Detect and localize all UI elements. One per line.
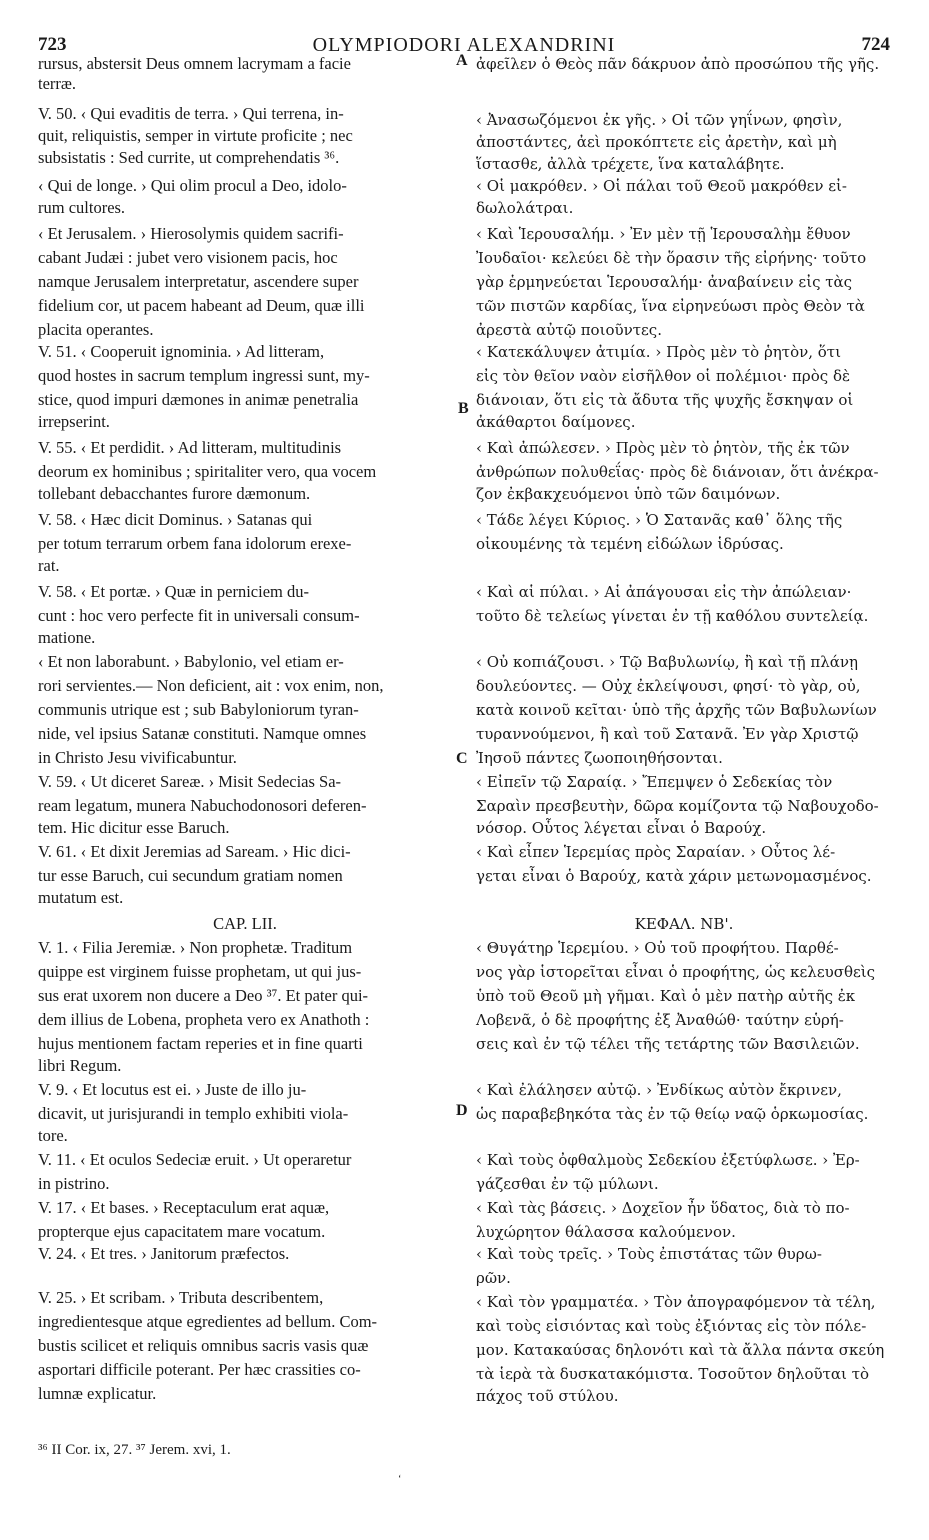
latin-line: tore. [38, 1126, 68, 1145]
greek-line: κατὰ κοινοῦ κεῖται· ὑπὸ τῆς ἀρχῆς τῶν Βαβυλωνίων [476, 701, 877, 719]
latin-line: bustis scilicet et reliquis omnibus sacris vasis quæ [38, 1336, 369, 1355]
latin-line: mutatum est. [38, 888, 124, 907]
greek-line: νόσορ. Οὗτος λέγεται εἶναι ὁ Βαρούχ. [476, 819, 767, 837]
greek-line: γεται εἶναι ὁ Βαρούχ, κατὰ χάριν μετωνομασμένος. [476, 867, 872, 885]
greek-line: Σαραὶν πρεσβευτὴν, δῶρα κομίζοντα τῷ Ναβουχοδο- [476, 797, 879, 815]
margin-marker: B [458, 400, 469, 417]
latin-line: in pistrino. [38, 1174, 110, 1193]
latin-line: sus erat uxorem non ducere a Deo ³⁷. Et pater qui- [38, 986, 369, 1005]
latin-line: cabant Judæi : jubet vero visionem pacis, hoc [38, 248, 338, 267]
greek-line: ‹ Εἰπεῖν τῷ Σαραίᾳ. › Ἔπεμψεν ὁ Σεδεκίας τὸν [476, 773, 833, 791]
latin-line: hujus mentionem factam reperies et in fine quarti [38, 1034, 363, 1053]
latin-line: V. 17. ‹ Et bases. › Receptaculum erat aquæ, [38, 1198, 330, 1217]
greek-line: οἰκουμένης τὰ τεμένη εἰδώλων ἱδρύσας. [476, 535, 784, 553]
latin-line: irrepserint. [38, 412, 110, 431]
greek-chapter-heading: ΚΕΦΑΛ. ΝΒ'. [634, 915, 734, 933]
latin-line: propterque ejus capacitatem mare vocatum. [38, 1222, 326, 1241]
page-number-right: 724 [861, 34, 890, 55]
latin-line: per totum terrarum orbem fana idolorum erexe- [38, 534, 352, 553]
latin-line: V. 58. ‹ Hæc dicit Dominus. › Satanas qui [38, 510, 313, 529]
greek-line: ἀρεστὰ αὐτῷ ποιοῦντες. [476, 321, 662, 339]
latin-line: tollebant debacchantes furore dæmonum. [38, 484, 311, 503]
latin-line: V. 1. ‹ Filia Jeremiæ. › Non prophetæ. Traditum [38, 938, 353, 957]
latin-line: lumnæ explicatur. [38, 1384, 157, 1403]
greek-line: νος γὰρ ἱστορεῖται εἶναι ὁ προφήτης, ὡς κελευσθεὶς [476, 963, 876, 981]
latin-line: V. 61. ‹ Et dixit Jeremias ad Saream. › Hic dici- [38, 842, 351, 861]
greek-line: δουλεύοντες. — Οὐχ ἐκλείψουσι, φησί· τὸ γὰρ, οὐ, [476, 677, 861, 695]
greek-line: εἰς τὸν θεῖον ναὸν εἰσῆλθον οἱ πολέμιοι· πρὸς δὲ [476, 367, 851, 385]
latin-line: rori servientes.— Non deficient, ait : vox enim, non, [38, 676, 384, 695]
latin-chapter-heading: CAP. LII. [213, 914, 277, 933]
latin-line: V. 58. ‹ Et portæ. › Quæ in perniciem du- [38, 582, 309, 601]
latin-line: namque Jerusalem interpretatur, ascendere super [38, 272, 359, 291]
greek-line: διάνοιαν, ὅτι εἰς τὰ ἄδυτα τῆς ψυχῆς ἔσκηψαν οἱ [476, 391, 854, 409]
greek-line: λυχώρητον θάλασσα καλούμενον. [476, 1223, 736, 1241]
greek-line: ‹ Οὐ κοπιάζουσι. › Τῷ Βαβυλωνίῳ, ἢ καὶ τῇ πλάνῃ [476, 653, 858, 671]
latin-line: tem. Hic dicitur esse Baruch. [38, 818, 230, 837]
greek-line: ‹ Τάδε λέγει Κύριος. › Ὁ Σατανᾶς καθ᾽ ὅλης τῆς [476, 511, 843, 529]
greek-line: γάζεσθαι ἐν τῷ μύλωνι. [476, 1175, 659, 1193]
margin-marker: D [456, 1102, 468, 1119]
latin-line: quit, reliquistis, semper in virtute proficite ; nec [38, 126, 353, 145]
latin-line: V. 9. ‹ Et locutus est ei. › Juste de illo ju- [38, 1080, 307, 1099]
greek-line: γὰρ ἑρμηνεύεται Ἱερουσαλήμ· ἀναβαίνειν εἰς τὰς [476, 273, 853, 291]
greek-line: τυραννούμενοι, ἢ καὶ τοῦ Σατανᾶ. Ἐν γὰρ Χριστῷ [476, 725, 859, 743]
latin-line: rum cultores. [38, 198, 126, 217]
latin-line: communis utrique est ; sub Babyloniorum tyran- [38, 700, 359, 719]
greek-line: Ἰησοῦ πάντες ζωοποιηθήσονται. [476, 749, 723, 767]
page-number-left: 723 [38, 34, 67, 55]
margin-marker: A [456, 52, 468, 69]
latin-line: cunt : hoc vero perfecte fit in universali consum- [38, 606, 360, 625]
greek-line: ἀνθρώπων πολυθεΐας· πρὸς δὲ διάνοιαν, ὅτι ἀνέκρα- [476, 463, 879, 481]
latin-line: fidelium cor, ut pacem habeant ad Deum, quæ illi [38, 296, 365, 315]
greek-line: ‹ Καὶ αἱ πύλαι. › Αἱ ἀπάγουσαι εἰς τὴν ἀπώλειαν· [476, 583, 852, 601]
greek-line: Λοβενᾶ, ὁ δὲ προφήτης ἐξ Ἀναθώθ· ταύτην εὑρή- [476, 1011, 844, 1029]
greek-line: ‹ Καὶ τὰς βάσεις. › Δοχεῖον ἦν ὕδατος, διὰ τὸ πο- [476, 1199, 850, 1217]
greek-line: δωλολάτραι. [476, 199, 574, 217]
greek-line: ‹ Καὶ ἀπώλεσεν. › Πρὸς μὲν τὸ ῥητὸν, τῆς ἐκ τῶν [476, 439, 850, 457]
greek-line: ζον ἐκβακχευόμενοι ὑπὸ τῶν δαιμόνων. [476, 485, 781, 503]
latin-line: matione. [38, 628, 96, 647]
greek-line: ‹ Κατεκάλυψεν ἀτιμία. › Πρὸς μὲν τὸ ῥητὸν, ὅτι [476, 343, 841, 361]
stray-mark: ʻ [398, 1474, 402, 1485]
greek-line: Ἰουδαῖοι· κελεύει δὲ τὴν ὅρασιν τῆς εἰρήνης· τοῦτο [476, 249, 867, 267]
greek-line: ὑπὸ τοῦ Θεοῦ μὴ γῆμαι. Καὶ ὁ μὲν πατὴρ αὐτῆς ἐκ [476, 987, 856, 1005]
latin-line: tur esse Baruch, cui secundum gratiam nomen [38, 866, 343, 885]
greek-line: ἀκάθαρτοι δαίμονες. [476, 413, 636, 431]
greek-line: ‹ Καὶ τοὺς τρεῖς. › Τοὺς ἐπιστάτας τῶν θυρω- [476, 1245, 822, 1263]
latin-line: stice, quod impuri dæmones in animæ penetralia [38, 390, 359, 409]
latin-line: quod hostes in sacrum templum ingressi sunt, my- [38, 366, 370, 385]
footnotes: ³⁶ II Cor. ix, 27. ³⁷ Jerem. xvi, 1. [38, 1442, 231, 1458]
greek-line: ὡς παραβεβηκότα τὰς ἐν τῷ θείῳ ναῷ ὁρκωμοσίας. [476, 1105, 869, 1123]
greek-line: τῶν πιστῶν καρδίας, ἵνα εἰρηνεύωσι πρὸς Θεὸν τὰ [476, 297, 865, 315]
greek-line: ἀφεῖλεν ὁ Θεὸς πᾶν δάκρυον ἀπὸ προσώπου τῆς γῆς. [476, 55, 880, 73]
latin-line: ream legatum, munera Nabuchodonosori deferen- [38, 796, 367, 815]
latin-line: ‹ Qui de longe. › Qui olim procul a Deo, idolo- [38, 176, 347, 195]
latin-line: libri Regum. [38, 1056, 122, 1075]
greek-line: ρῶν. [476, 1269, 511, 1287]
greek-line: ‹ Θυγάτηρ Ἱερεμίου. › Οὐ τοῦ προφήτου. Παρθέ- [476, 939, 839, 957]
greek-line: σεις καὶ ἐν τῷ τέλει τῆς τετάρτης τῶν Βασιλειῶν. [476, 1035, 860, 1053]
greek-line: μον. Κατακαύσας δηλονότι καὶ τὰ ἄλλα πάντα σκεύη [476, 1341, 885, 1359]
latin-line: deorum ex hominibus ; spiritaliter vero, qua vocem [38, 462, 377, 481]
latin-line: V. 55. ‹ Et perdidit. › Ad litteram, multitudinis [38, 438, 342, 457]
greek-line: πάχος τοῦ στύλου. [476, 1387, 619, 1405]
latin-line: rat. [38, 556, 60, 575]
latin-line: terræ. [38, 74, 77, 93]
latin-line: V. 59. ‹ Ut diceret Sareæ. › Misit Sedecias Sa- [38, 772, 342, 791]
greek-line: τὰ ἱερὰ τὰ δυσκατακόμιστα. Τοσοῦτον δηλοῦται τὸ [476, 1365, 870, 1383]
latin-line: asportari difficile poterant. Per hæc crassities co- [38, 1360, 361, 1379]
latin-line: V. 11. ‹ Et oculos Sedeciæ eruit. › Ut operaretur [38, 1150, 352, 1169]
latin-line: V. 51. ‹ Cooperuit ignominia. › Ad litteram, [38, 342, 325, 361]
latin-line: V. 50. ‹ Qui evaditis de terra. › Qui terrena, in- [38, 104, 344, 123]
latin-line: rursus, abstersit Deus omnem lacrymam a facie [38, 54, 351, 73]
greek-line: ἵστασθε, ἀλλὰ τρέχετε, ἵνα καταλάβητε. [476, 155, 785, 173]
latin-line: nide, vel ipsius Satanæ constituti. Namque omnes [38, 724, 367, 743]
greek-line: ‹ Ἀνασωζόμενοι ἐκ γῆς. › Οἱ τῶν γηΐνων, φησὶν, [476, 111, 843, 129]
latin-line: ‹ Et Jerusalem. › Hierosolymis quidem sacrifi- [38, 224, 344, 243]
latin-line: ‹ Et non laborabunt. › Babylonio, vel etiam er- [38, 652, 344, 671]
latin-line: subsistatis : Sed currite, ut comprehendatis ³⁶. [38, 148, 340, 167]
greek-line: καὶ τοὺς εἰσιόντας καὶ τοὺς ἐξιόντας εἰς τὸν πόλε- [476, 1317, 867, 1335]
margin-marker: C [456, 750, 468, 767]
latin-line: V. 25. › Et scribam. › Tributa describentem, [38, 1288, 324, 1307]
latin-line: placita operantes. [38, 320, 154, 339]
latin-line: V. 24. ‹ Et tres. › Janitorum præfectos. [38, 1244, 290, 1263]
latin-line: dem illius de Lobena, propheta vero ex Anathoth : [38, 1010, 370, 1029]
greek-line: ‹ Καὶ τὸν γραμματέα. › Τὸν ἀπογραφόμενον τὰ τέλη, [476, 1293, 876, 1311]
greek-line: ‹ Καὶ Ἱερουσαλήμ. › Ἐν μὲν τῇ Ἱερουσαλὴμ ἔθυον [476, 225, 851, 243]
greek-line: ‹ Καὶ τοὺς ὀφθαλμοὺς Σεδεκίου ἐξετύφλωσε. › Ἐρ- [476, 1151, 860, 1169]
latin-line: dicavit, ut jurisjurandi in templo exhibiti viola- [38, 1104, 349, 1123]
latin-line: quippe est virginem fuisse prophetam, ut qui jus- [38, 962, 362, 981]
greek-line: ‹ Καὶ εἶπεν Ἱερεμίας πρὸς Σαραίαν. › Οὗτος λέ- [476, 843, 836, 861]
greek-line: τοῦτο δὲ τελείως γίνεται ἐν τῇ καθόλου συντελείᾳ. [476, 607, 869, 625]
latin-line: ingredientesque atque egredientes ad bellum. Com- [38, 1312, 378, 1331]
greek-line: ἀποστάντες, ἀεὶ προκόπτετε εἰς ἀρετὴν, καὶ μὴ [476, 133, 837, 151]
greek-line: ‹ Οἱ μακρόθεν. › Οἱ πάλαι τοῦ Θεοῦ μακρόθεν εἰ- [476, 177, 847, 195]
latin-line: in Christo Jesu vivificabuntur. [38, 748, 237, 767]
running-title: OLYMPIODORI ALEXANDRINI [312, 34, 616, 56]
greek-line: ‹ Καὶ ἐλάλησεν αὐτῷ. › Ἐνδίκως αὐτὸν ἔκρινεν, [476, 1081, 842, 1099]
